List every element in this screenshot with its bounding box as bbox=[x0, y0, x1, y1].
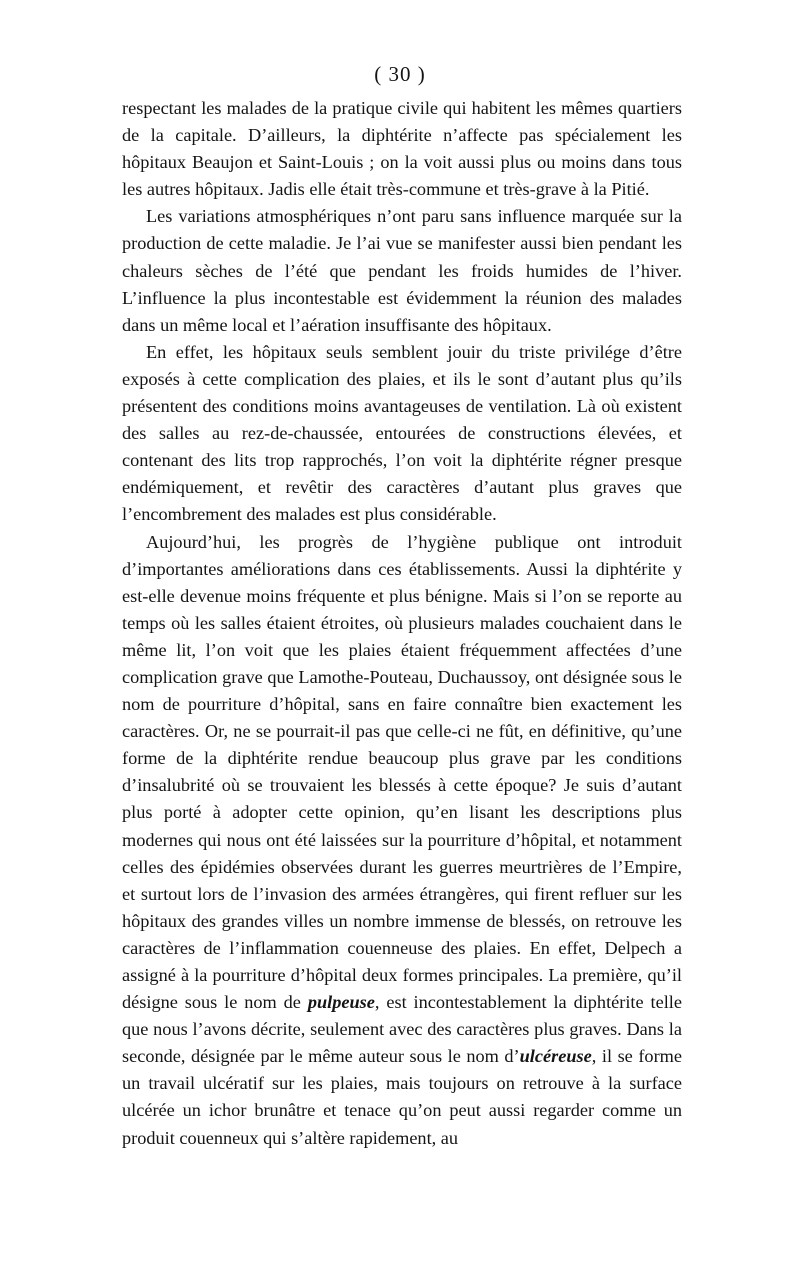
paragraph bbox=[122, 95, 682, 203]
paragraph-text: , est incontestablement la diphtérite telle que nous l’avons décrite, seulement avec des caractères plus graves. Dans la seconde, désignée par le même auteur sous le nom d’ bbox=[122, 992, 682, 1067]
page-number: ( 30 ) bbox=[374, 62, 426, 86]
emphasized-term: pulpeuse bbox=[307, 992, 375, 1013]
paragraph-text: Les variations atmosphériques n’ont paru sans influence marquée sur la production de cette maladie. Je l’ai vue se manifester aussi bien pendant les chaleurs sèches de l’été que pendant les froids humides de l’hiver. L’influence la plus incontestable est évidemment la réunion des malades dans un même local et l’aération insuffisante des hôpitaux. bbox=[122, 206, 682, 335]
paragraph bbox=[122, 529, 682, 1152]
paragraph bbox=[122, 339, 682, 529]
emphasized-term: ulcéreuse bbox=[519, 1046, 592, 1067]
paragraph-text: , il se forme un travail ulcératif sur les plaies, mais toujours on retrouve à la surface ulcérée un ichor brunâtre et tenace qu’on peut aussi regarder comme un produit couenneux qui s’altère rapidement, au bbox=[122, 1046, 682, 1148]
paragraph-text: respectant les malades de la pratique civile qui habitent les mêmes quartiers de la capitale. D’ailleurs, la diphtérite n’affecte pas spécialement les hôpitaux Beaujon et Saint-Louis ; on la voit aussi plus ou moins dans tous les autres hôpitaux. Jadis elle était très-commune et très-grave à la Pitié. bbox=[122, 98, 682, 200]
body-text bbox=[122, 95, 682, 1152]
paragraph-text: En effet, les hôpitaux seuls semblent jouir du triste privilége d’être exposés à cette complication des plaies, et ils le sont d’autant plus qu’ils présentent des conditions moins avantageuses de ventilation. Là où existent des salles au rez-de-chaussée, entourées de constructions élevées, et contenant des lits trop rapprochés, l’on voit la diphtérite régner presque endémiquement, et revêtir des caractères d’autant plus graves que l’encombrement des malades est plus considérable. bbox=[122, 341, 682, 525]
paragraph bbox=[122, 203, 682, 338]
paragraph-text: Aujourd’hui, les progrès de l’hygiène publique ont introduit d’importantes améliorations dans ces établissements. Aussi la diphtérite y est-elle devenue moins fréquente et plus bénigne. Mais si l’on se reporte au temps où les salles étaient étroites, où plusieurs malades couchaient dans le même lit, l’on voit que les plaies étaient fréquemment affectées d’une complication grave que Lamothe-Pouteau, Duchaussoy, ont désignée sous le nom de pourriture d’hôpital, sans en faire connaître bien exactement les caractères. Or, ne se pourrait-il pas que celle-ci ne fût, en définitive, qu’une forme de la diphtérite rendue beaucoup plus grave par les conditions d’insalubrité où se trouvaient les blessés à cette époque? Je suis d’autant plus porté à adopter cette opinion, qu’en lisant les descriptions plus modernes qui nous ont été laissées sur la pourriture d’hôpital, et notamment celles des épidémies observées durant les guerres meurtrières de l’Empire, et surtout lors de l’invasion des armées étrangères, qui firent refluer sur les hôpitaux des grandes villes un nombre immense de blessés, on retrouve les caractères de l’inflammation couenneuse des plaies. En effet, Delpech a assigné à la pourriture d’hôpital deux formes principales. La première, qu’il désigne sous le nom de bbox=[122, 531, 682, 1013]
